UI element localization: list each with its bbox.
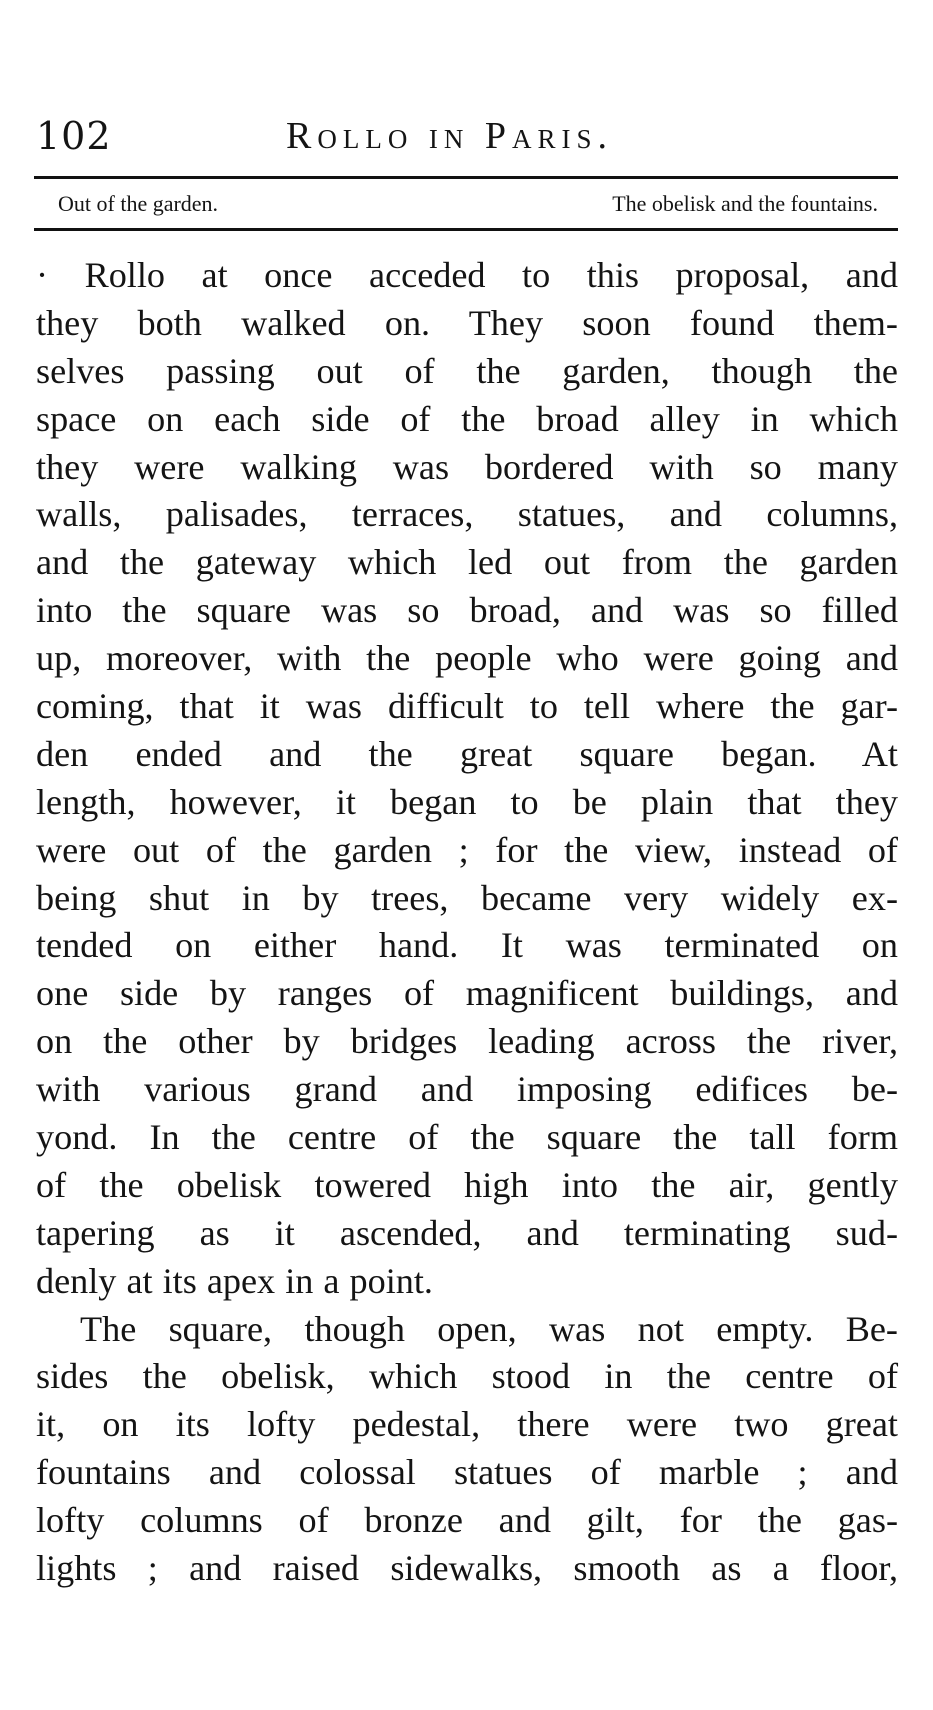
subhead-right: The obelisk and the fountains. <box>612 191 878 216</box>
text-line: they both walked on. They soon found them- <box>36 302 898 343</box>
text-line: den ended and the great square began. At <box>36 733 898 774</box>
text-line: into the square was so broad, and was so filled <box>36 590 898 631</box>
running-head <box>36 112 896 160</box>
text-line: coming, that it was difficult to tell where the gar- <box>36 686 898 727</box>
text-line: fountains and colossal statues of marble ; and <box>36 1452 898 1493</box>
section-subheads <box>58 189 878 219</box>
text-line: walls, palisades, terraces, statues, and columns, <box>36 494 898 535</box>
text-line: one side by ranges of magnificent buildings, and <box>36 973 898 1014</box>
paragraph-1 <box>36 252 898 1306</box>
page-number: 102 <box>36 114 112 158</box>
text-line: it, on its lofty pedestal, there were two great <box>36 1404 898 1445</box>
body-text <box>36 252 898 1593</box>
text-line: they were walking was bordered with so many <box>36 446 898 487</box>
text-line: tended on either hand. It was terminated on <box>36 925 898 966</box>
text-line: being shut in by trees, became very widely ex- <box>36 877 898 918</box>
text-line: with various grand and imposing edifices be- <box>36 1069 898 1110</box>
text-line: yond. In the centre of the square the tall form <box>36 1117 898 1158</box>
paragraph-2 <box>36 1306 898 1593</box>
text-line: tapering as it ascended, and terminating sud- <box>36 1212 898 1253</box>
text-line: and the gateway which led out from the garden <box>36 542 898 583</box>
text-line: lofty columns of bronze and gilt, for the gas- <box>36 1500 898 1541</box>
text-line: The square, though open, was not empty. Be- <box>80 1308 898 1349</box>
text-line: were out of the garden ; for the view, instead of <box>36 829 898 870</box>
text-line: · Rollo at once acceded to this proposal, and <box>36 255 898 295</box>
subhead-left: Out of the garden. <box>58 191 219 216</box>
text-line: denly at its apex in a point. <box>36 1260 433 1301</box>
text-line: on the other by bridges leading across the river, <box>36 1021 898 1062</box>
text-line: length, however, it began to be plain that they <box>36 781 898 822</box>
text-line: sides the obelisk, which stood in the centre of <box>36 1356 898 1397</box>
book-title: Rollo in Paris. <box>286 115 613 157</box>
text-line: of the obelisk towered high into the air, gently <box>36 1164 898 1205</box>
text-line: space on each side of the broad alley in which <box>36 398 898 439</box>
header-rule-bottom <box>34 228 898 231</box>
text-line: selves passing out of the garden, though the <box>36 350 898 391</box>
text-line: up, moreover, with the people who were going and <box>36 638 898 679</box>
header-rule-top <box>34 176 898 179</box>
text-line: lights ; and raised sidewalks, smooth as a floor, <box>36 1548 898 1589</box>
